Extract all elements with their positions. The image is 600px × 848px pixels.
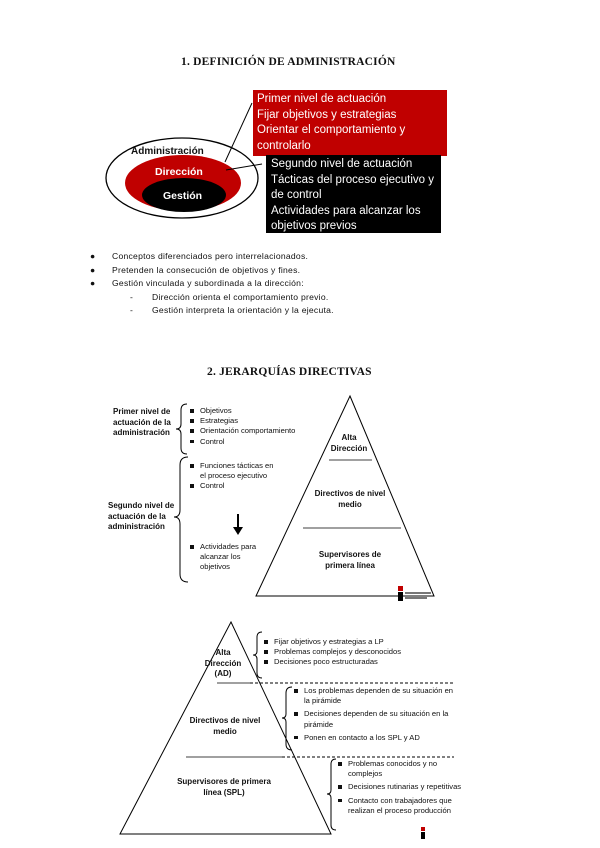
black-box-line: Actividades para alcanzar los objetivos previos [271, 204, 421, 232]
brace-first-level [176, 404, 187, 454]
list-item: Fijar objetivos y estrategias a LP [262, 637, 462, 647]
second-level-label: Segundo nivel de actuación de la administración [108, 501, 175, 531]
brace-spl [327, 759, 336, 830]
list-item: Control [188, 481, 278, 491]
list-item: ● Conceptos diferenciados pero interrelacionados. [90, 251, 309, 261]
list-item: Estrategias [188, 416, 338, 426]
spl-list [336, 759, 470, 816]
red-box-line: Fijar objetivos y estrategias [257, 108, 397, 121]
administracion-label: Administración [131, 146, 204, 157]
list-item: Funciones tácticas en el proceso ejecutivo [188, 461, 278, 481]
list-item: Los problemas dependen de su situación en la pirámide [292, 686, 458, 706]
ad-list [262, 637, 462, 668]
list-item: ● Pretenden la consecución de objetivos y fines. [90, 264, 301, 275]
pyramid-1-supervisores: Supervisores de primera línea [318, 550, 382, 570]
list-item: Ponen en contacto a los SPL y AD [292, 733, 458, 743]
section-2-title: 2. JERARQUÍAS DIRECTIVAS [207, 366, 372, 378]
first-level-label: Primer nivel de actuación de la administración [113, 407, 171, 437]
second-level-list-top [188, 461, 278, 492]
list-item: Problemas conocidos y no complejos [336, 759, 470, 779]
sub-list-item: - Gestión interpreta la orientación y la ejecuta. [130, 305, 334, 316]
list-item: Objetivos [188, 406, 338, 416]
section-1-title: 1. DEFINICIÓN DE ADMINISTRACIÓN [181, 56, 396, 68]
mid-list [292, 686, 458, 743]
list-item: Actividades para alcanzar los objetivos [188, 542, 270, 573]
pyramid-2-directivos-medio: Directivos de nivel medio [189, 716, 261, 736]
list-item: Problemas complejos y desconocidos [262, 647, 462, 657]
list-item: Decisiones rutinarias y repetitivas [336, 782, 470, 792]
red-box-line: Orientar el comportamiento y controlarlo [257, 124, 406, 152]
black-box-line: Tácticas del proceso ejecutivo y de control [271, 173, 434, 201]
direccion-label: Dirección [155, 166, 203, 178]
pyramid-1-directivos-medio: Directivos de nivel medio [314, 489, 386, 509]
sub-list-item: - Dirección orienta el comportamiento previo. [130, 291, 329, 302]
pyramid-2-supervisores: Supervisores de primera línea (SPL) [177, 777, 271, 797]
first-level-list [188, 406, 338, 447]
brace-second-level [174, 457, 188, 582]
black-box-line: Segundo nivel de actuación [271, 158, 413, 170]
list-item: Decisiones poco estructuradas [262, 657, 462, 667]
list-item: Orientación comportamiento [188, 426, 338, 436]
second-level-list-bottom [188, 542, 270, 573]
list-item: Control [188, 437, 338, 447]
list-item: Contacto con trabajadores que realizan el proceso producción [336, 796, 470, 816]
red-box-line: Primer nivel de actuación [257, 93, 387, 105]
list-item: ● Gestión vinculada y subordinada a la dirección: [90, 278, 304, 289]
list-item: Decisiones dependen de su situación en la pirámide [292, 709, 458, 729]
pyramid-2-alta-direccion: Alta Dirección (AD) [204, 648, 242, 678]
gestion-label: Gestión [163, 190, 203, 202]
pyramid-1-alta-direccion: Alta Dirección [330, 433, 368, 453]
